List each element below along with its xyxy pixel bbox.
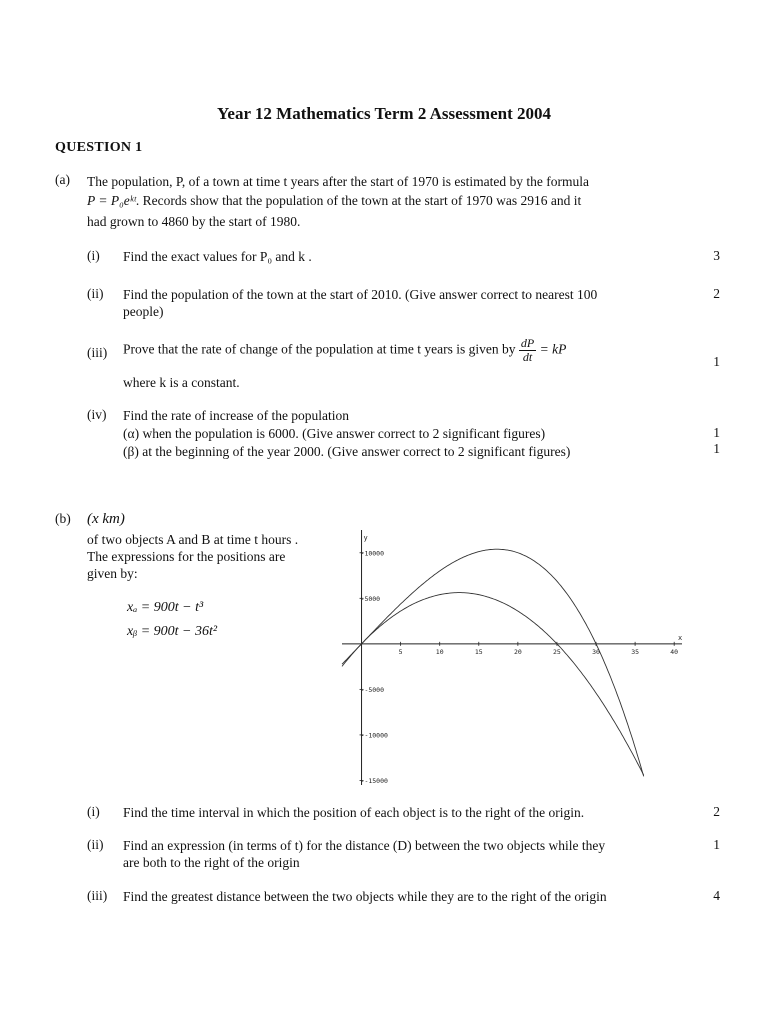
x-tick-label: 25	[553, 647, 561, 656]
part-a-line1: The population, P, of a town at time t years after the start of 1970 is estimated by the formula	[87, 174, 589, 189]
item-a-iv-sub1: (α) when the population is 6000. (Give answer correct to 2 significant figures)	[123, 426, 546, 441]
item-b-ii-num: (ii)	[87, 837, 104, 852]
y-tick-label: --10000	[360, 731, 388, 740]
item-a-i-num: (i)	[87, 248, 100, 263]
x-tick-label: 10	[435, 647, 444, 656]
part-a-line2-text: . Records show that the population of the town at the start of 1970 was 2916 and it	[135, 193, 582, 208]
part-a-line3: had grown to 4860 by the start of 1980.	[87, 214, 301, 229]
position-units: (x km)	[87, 511, 125, 527]
item-a-iii-text2: where k is a constant.	[123, 375, 240, 390]
part-a-line2	[87, 191, 687, 211]
item-a-iv-text: Find the rate of increase of the population	[123, 408, 350, 423]
y-axis-label: y	[363, 534, 368, 542]
y-tick-label: -10000	[360, 549, 385, 558]
item-b-iii-num: (iii)	[87, 888, 108, 903]
x-tick-label: 30	[592, 647, 600, 656]
x-tick-label: 35	[631, 647, 640, 656]
x-tick-label: 15	[474, 647, 483, 656]
part-b-line2: of two objects A and B at time t hours .	[87, 532, 299, 547]
x-tick-label: 20	[513, 647, 522, 656]
item-a-iii-marks: 1	[713, 354, 720, 369]
x-axis-label: x	[678, 633, 683, 642]
item-a-iii-text: Prove that the rate of change of the population at time t years is given by	[123, 341, 516, 357]
derivative-fraction: $\frac{dP}{dt}$	[520, 336, 535, 364]
y-tick-label: -5000	[360, 594, 381, 603]
item-a-i-marks: 3	[713, 248, 720, 263]
x-tick-label: 5	[398, 647, 403, 656]
item-b-iii-marks: 4	[713, 888, 720, 903]
y-tick-label: --15000	[360, 776, 388, 785]
x-tick-label: 40	[670, 647, 679, 656]
population-formula: P = P₀eᵏᵗ	[87, 193, 136, 208]
formula-xb: xᵦ = 900t − 36t²	[127, 624, 218, 639]
item-a-ii-marks: 2	[713, 286, 720, 301]
part-b-line1	[87, 509, 357, 529]
page-title: Year 12 Mathematics Term 2 Assessment 2004	[217, 104, 551, 123]
curve-object-b	[342, 593, 644, 776]
curve-object-a	[342, 549, 644, 776]
item-a-iii-num: (iii)	[87, 345, 108, 360]
item-a-iv-marks2: 1	[713, 441, 720, 456]
item-a-iv-marks1: 1	[713, 425, 720, 440]
item-a-ii-num: (ii)	[87, 286, 104, 301]
graph-axes	[342, 530, 682, 785]
part-b-line4: given by:	[87, 566, 138, 581]
item-b-i-marks: 2	[713, 804, 720, 819]
part-a-label: (a)	[55, 172, 70, 187]
item-a-ii-text: Find the population of the town at the start of 2010. (Give answer correct to nearest 100	[123, 287, 598, 302]
item-b-i-text: Find the time interval in which the position of each object is to the right of the origin.	[123, 805, 585, 820]
item-b-ii-text: Find an expression (in terms of t) for the distance (D) between the two objects while they	[123, 838, 606, 853]
item-b-iii-text: Find the greatest distance between the two objects while they are to the right of the origin	[123, 889, 607, 904]
question-heading: QUESTION 1	[55, 140, 143, 155]
item-b-ii-marks: 1	[713, 837, 720, 852]
item-b-i-num: (i)	[87, 804, 100, 819]
item-a-ii-text2: people)	[123, 304, 164, 319]
item-a-iv-num: (iv)	[87, 407, 107, 422]
item-a-i-text: Find the exact values for P₀ and k .	[123, 249, 312, 264]
y-tick-label: --5000	[360, 685, 385, 694]
part-b-label: (b)	[55, 511, 71, 526]
formula-xa: xₐ = 900t − t³	[127, 600, 204, 615]
position-graph	[330, 520, 700, 795]
graph-curves	[342, 549, 644, 776]
derivative-eq: = kP	[539, 341, 567, 357]
item-b-ii-text2: are both to the right of the origin	[123, 855, 300, 870]
part-b-line3: The expressions for the positions are	[87, 549, 286, 564]
item-a-iv-sub2: (β) at the beginning of the year 2000. (Give answer correct to 2 significant figures)	[123, 444, 571, 459]
item-a-iii-line	[123, 337, 723, 364]
